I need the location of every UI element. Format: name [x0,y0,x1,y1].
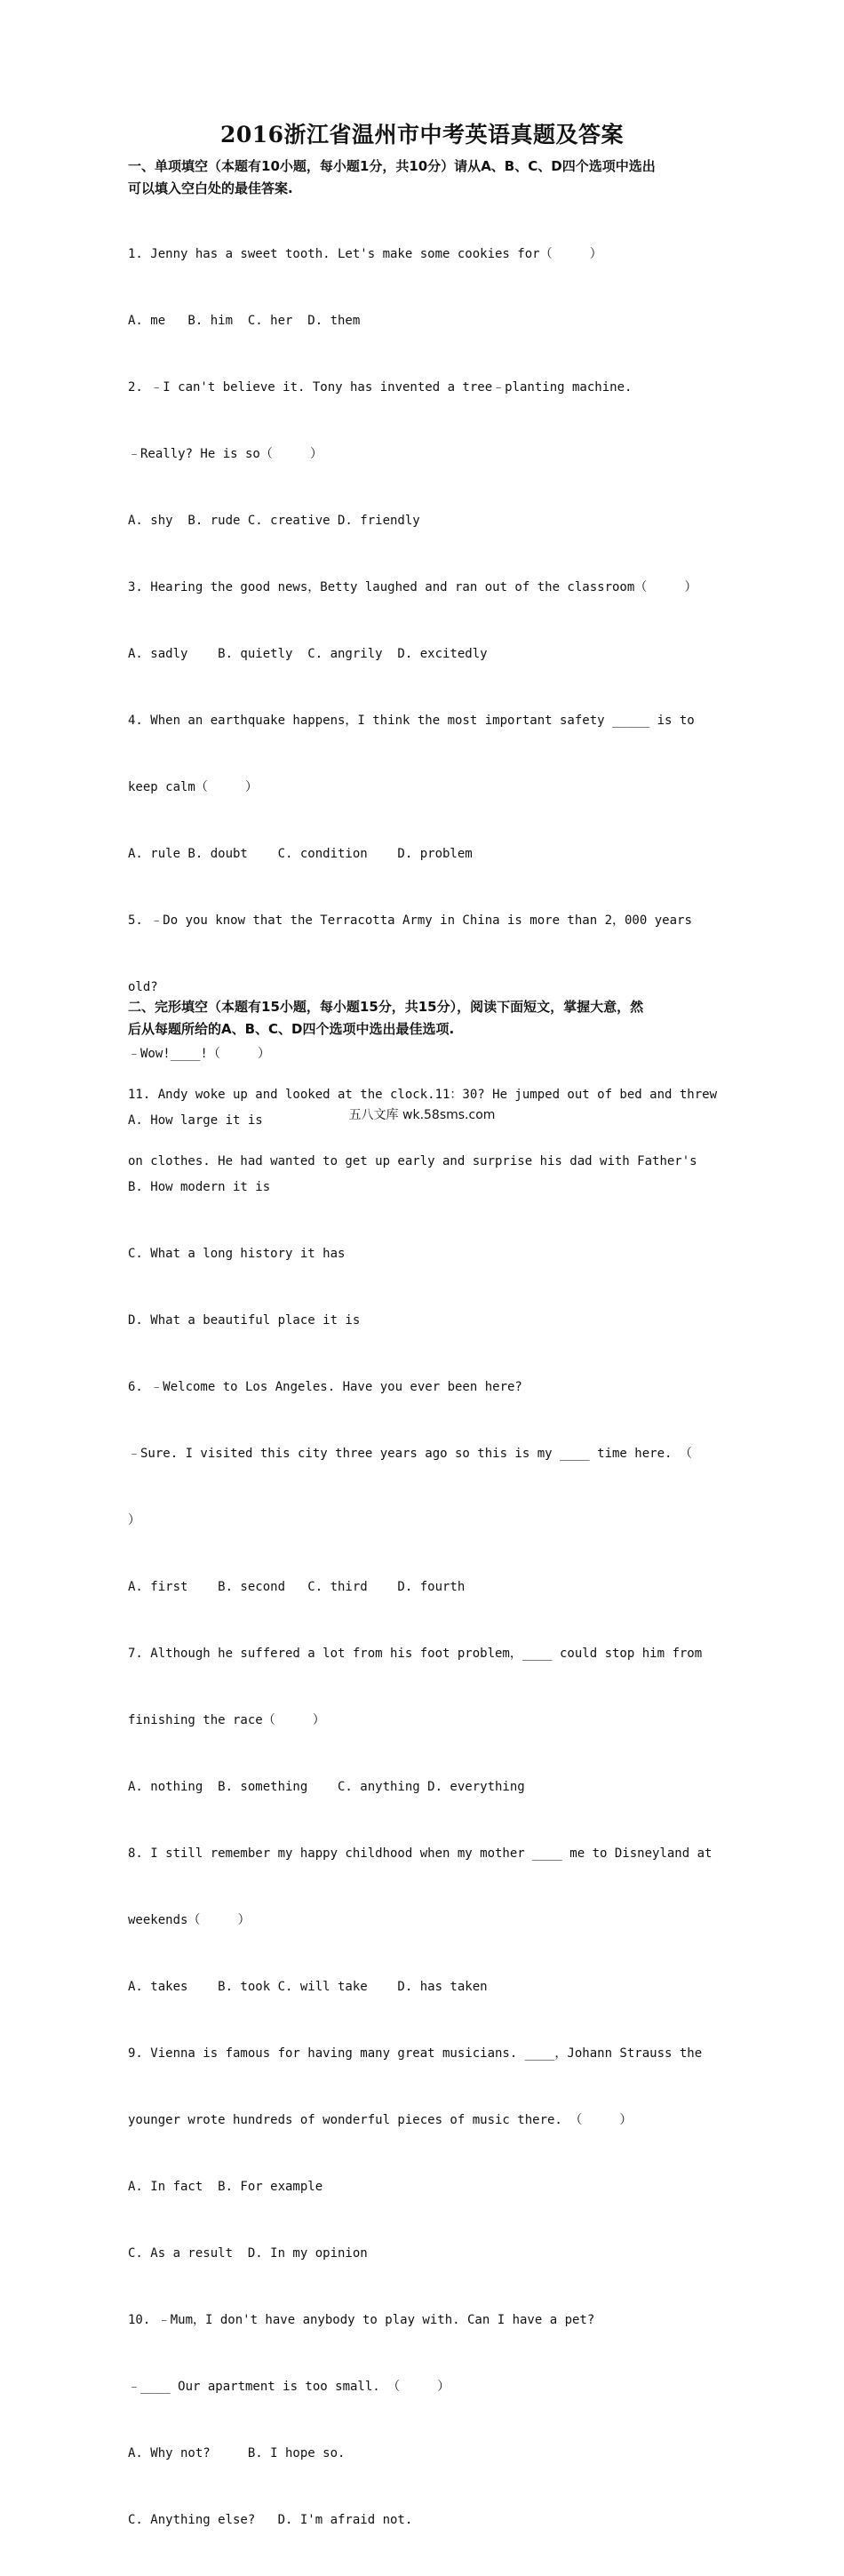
document-title: 2016浙江省温州市中考英语真题及答案 [219,122,625,148]
text-line: ﹣____ Our apartment is too small. （ ） [128,2380,450,2394]
text-line: A. In fact B. For example [128,2180,323,2194]
text-line: A. first B. second C. third D. fourth [128,1580,466,1594]
text-line: C. Anything else? D. I'm afraid not. [128,2513,413,2527]
text-line: C. What a long history it has [128,1247,346,1261]
section-2-heading-line-1: 二、完形填空（本题有15小题，每小题15分，共15分），阅读下面短文，掌握大意，然 [128,999,644,1015]
text-line: old? [128,980,158,994]
footer-watermark: 五八文库 wk.58sms.com [348,1108,496,1122]
section-2-heading-line-2: 后从每题所给的A、B、C、D四个选项中选出最佳选项. [128,1020,455,1037]
text-line: ﹣Really? He is so（ ） [128,447,323,461]
text-line: B. How modern it is [128,1180,271,1194]
text-line: A. takes B. took C. will take D. has taken [128,1980,488,1994]
text-line: on clothes. He had wanted to get up early and surprise his dad with Father's [128,1154,697,1168]
section-1-heading-line-1: 一、单项填空（本题有10小题，每小题1分，共10分）请从A、B、C、D四个选项中选出 [128,158,656,174]
text-line: D. What a beautiful place it is [128,1313,361,1328]
section-1-heading-line-2: 可以填入空白处的最佳答案. [128,179,293,196]
section-2-passage [128,1040,719,1217]
text-line: A. sadly B. quietly C. angrily D. excitedly [128,647,488,661]
text-line: 8. I still remember my happy childhood when my mother ____ me to Disneyland at [128,1846,713,1861]
text-line: keep calm（ ） [128,780,259,794]
text-line: 3. Hearing the good news，Betty laughed and ran out of the classroom（ ） [128,580,697,594]
text-line: 4. When an earthquake happens，I think the most important safety _____ is to [128,714,695,728]
section-1-questions [128,199,719,2576]
section-1-heading [128,156,723,199]
text-line: 5. ﹣Do you know that the Terracotta Army in China is more than 2，000 years [128,913,692,928]
text-line: younger wrote hundreds of wonderful pieces of music there. （ ） [128,2113,633,2127]
text-line: 1. Jenny has a sweet tooth. Let's make some cookies for（ ） [128,247,602,261]
text-line: A. How large it is [128,1113,263,1128]
section-2-heading [128,996,723,1040]
text-line: A. shy B. rude C. creative D. friendly [128,514,420,528]
text-line: 6. ﹣Welcome to Los Angeles. Have you ever been here? [128,1380,522,1394]
text-line: weekends（ ） [128,1913,251,1927]
text-line: C. As a result D. In my opinion [128,2246,368,2261]
text-line: 10. ﹣Mum，I don't have anybody to play with. Can I have a pet? [128,2313,595,2327]
text-line: A. rule B. doubt C. condition D. problem [128,847,473,861]
text-line: ﹣Wow!____!（ ） [128,1047,271,1061]
text-line: ） [128,1513,140,1527]
text-line: A. nothing B. something C. anything D. everything [128,1780,525,1794]
text-line: A. Why not? B. I hope so. [128,2446,346,2460]
text-line: 9. Vienna is famous for having many great musicians. ____，Johann Strauss the [128,2046,703,2061]
text-line: 2. ﹣I can't believe it. Tony has invented a tree﹣planting machine. [128,380,633,395]
text-line: A. me B. him C. her D. them [128,314,361,328]
text-line: 7. Although he suffered a lot from his foot problem，____ could stop him from [128,1647,703,1661]
text-line: ﹣Sure. I visited this city three years ago so this is my ____ time here. （ [128,1447,692,1461]
text-line: finishing the race（ ） [128,1713,325,1727]
text-line: 11. Andy woke up and looked at the clock.11：30? He jumped out of bed and threw [128,1088,718,1102]
